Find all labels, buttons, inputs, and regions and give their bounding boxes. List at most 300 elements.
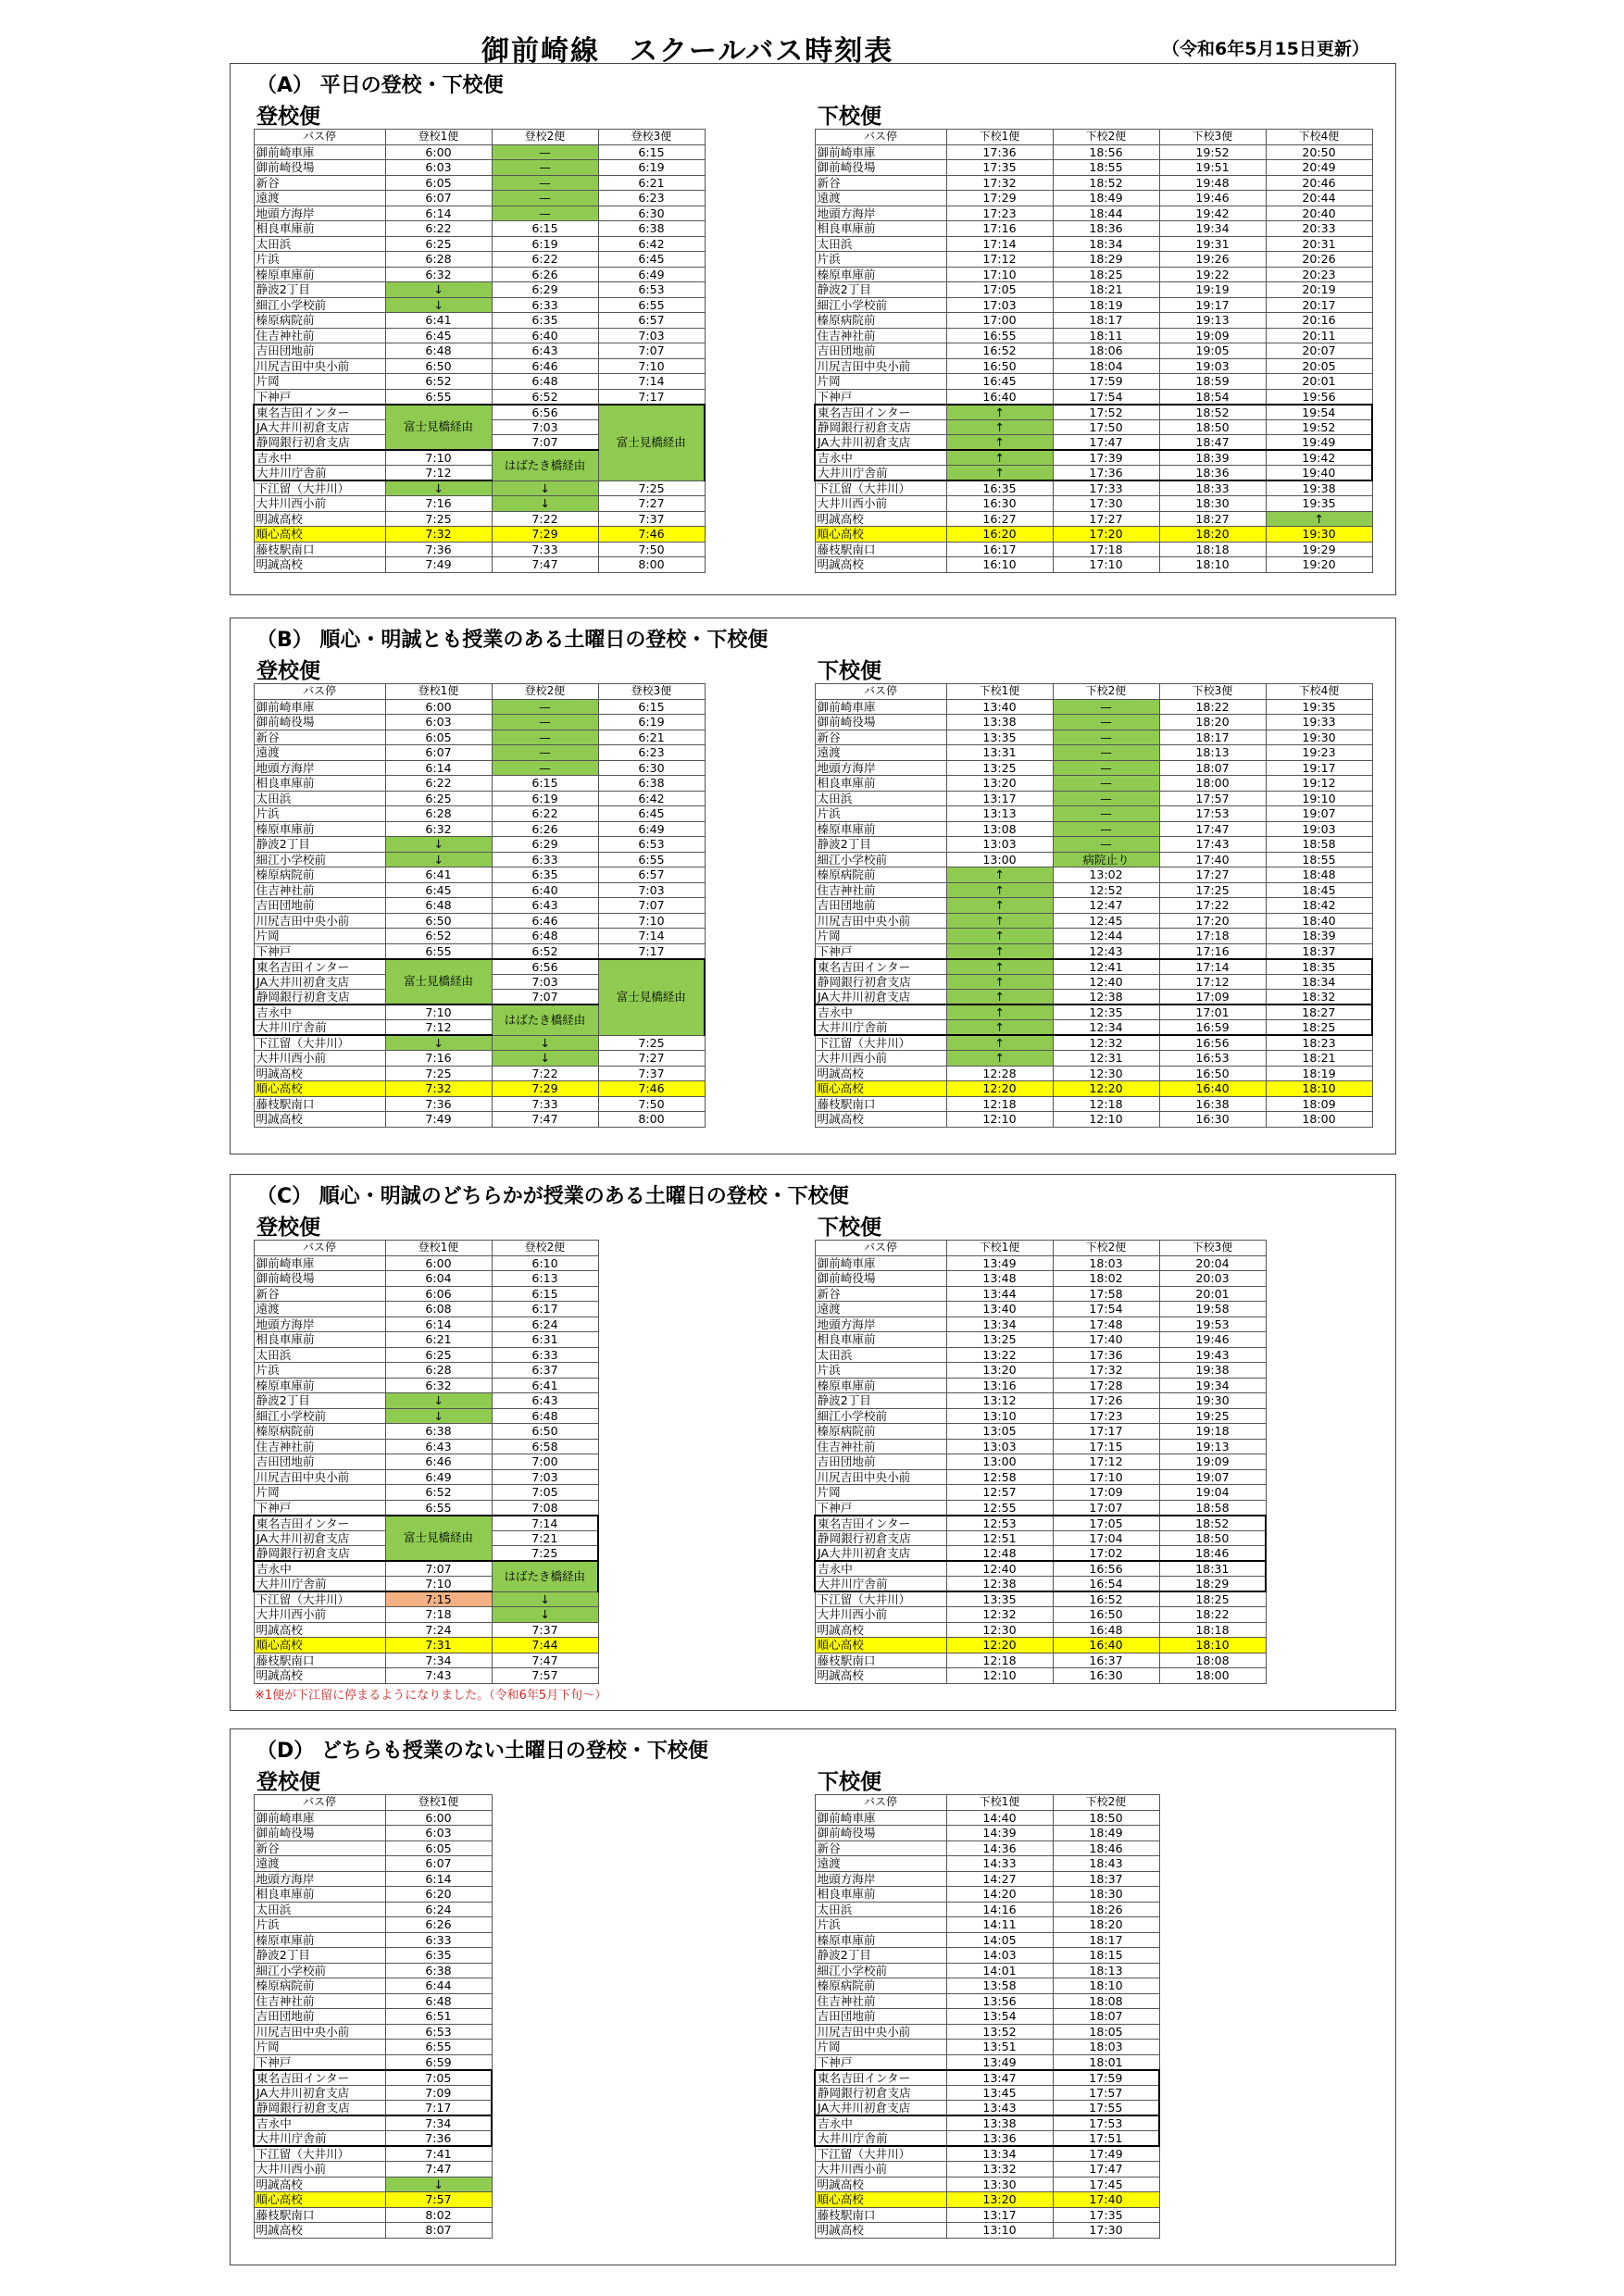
from-school-heading: 下校便 (818, 1770, 881, 1794)
departure-time: ↓ (385, 1035, 492, 1051)
departure-time: — (492, 715, 598, 730)
departure-time: ↓ (385, 1393, 492, 1409)
departure-time: ↑ (946, 466, 1053, 481)
departure-time: 19:07 (1159, 1469, 1266, 1485)
departure-time: 7:10 (385, 1004, 492, 1020)
stop-name: 太田浜 (815, 791, 946, 806)
departure-time: 7:03 (492, 419, 598, 435)
timetable-row (815, 699, 1372, 715)
departure-time: 6:55 (598, 852, 705, 867)
timetable-row (815, 1993, 1159, 2009)
departure-time: 18:49 (1053, 191, 1159, 206)
departure-time: 19:51 (1159, 160, 1266, 176)
timetable-row (815, 358, 1372, 374)
stop-name: 下江留（大井川） (815, 480, 946, 496)
timetable-row (815, 1546, 1266, 1562)
stop-name: 吉田団地前 (815, 898, 946, 914)
timetable-row (815, 821, 1372, 837)
departure-time: 18:10 (1266, 1081, 1372, 1097)
departure-time: 13:40 (946, 699, 1053, 715)
stop-name: 新谷 (254, 1286, 385, 1302)
departure-time: 7:57 (492, 1668, 598, 1684)
stop-name: 榛原病院前 (815, 1424, 946, 1440)
to-school-table (253, 1240, 599, 1684)
stop-name: 御前崎役場 (815, 715, 946, 730)
departure-time: 17:54 (1053, 389, 1159, 405)
departure-time: 7:10 (385, 450, 492, 466)
stop-name: 明誠高校 (254, 2177, 385, 2192)
timetable-row (254, 206, 705, 221)
departure-time: 19:20 (1266, 557, 1372, 573)
departure-time: 19:35 (1266, 496, 1372, 512)
departure-time: 13:54 (946, 2009, 1053, 2025)
departure-time: 6:04 (385, 1271, 492, 1287)
departure-time: 18:00 (1159, 1668, 1266, 1684)
stop-name: 榛原病院前 (815, 1978, 946, 1994)
departure-time: 18:18 (1159, 542, 1266, 557)
departure-time: 6:56 (492, 405, 598, 420)
departure-time: — (1053, 760, 1159, 776)
stop-name: 藤枝駅南口 (254, 1653, 385, 1668)
departure-time: 7:12 (385, 466, 492, 481)
departure-time: 6:55 (385, 1500, 492, 1516)
departure-time: 18:23 (1266, 1035, 1372, 1051)
departure-time: ↓ (385, 837, 492, 853)
timetable-row (254, 2054, 492, 2070)
departure-time: 7:17 (598, 389, 705, 405)
departure-time: 12:20 (946, 1638, 1053, 1653)
departure-time: 6:50 (492, 1424, 598, 1440)
departure-time: ↓ (385, 297, 492, 313)
timetable-row (254, 2162, 492, 2177)
stop-name: 細江小学校前 (815, 1963, 946, 1978)
departure-time: 17:00 (946, 313, 1053, 329)
timetable-row (254, 1668, 598, 1684)
departure-time: 17:39 (1053, 450, 1159, 466)
departure-time: 14:20 (946, 1887, 1053, 1903)
departure-time: 16:50 (946, 358, 1053, 374)
departure-time: 6:41 (385, 313, 492, 329)
timetable-row (254, 1347, 598, 1363)
departure-time: 18:22 (1159, 699, 1266, 715)
stop-name: 大井川西小前 (815, 1607, 946, 1623)
departure-time: 17:29 (946, 191, 1053, 206)
departure-time: 12:34 (1053, 1020, 1159, 1036)
stop-name: 東名吉田インター (815, 405, 946, 420)
timetable-row (815, 1347, 1266, 1363)
departure-time: 7:34 (385, 1653, 492, 1668)
departure-time: 14:11 (946, 1917, 1053, 1933)
timetable-row (815, 221, 1372, 237)
timetable-row (815, 745, 1372, 761)
stop-name: 大井川庁舎前 (254, 466, 385, 481)
departure-time: 18:30 (1159, 496, 1266, 512)
stop-name: 順心高校 (254, 1638, 385, 1653)
departure-time: 6:57 (598, 313, 705, 329)
stop-name: 静波2丁目 (815, 282, 946, 298)
stop-name: 榛原車庫前 (815, 821, 946, 837)
departure-time: 17:15 (1053, 1439, 1159, 1454)
departure-time: 7:14 (598, 929, 705, 944)
trip-header: 登校2便 (492, 130, 598, 145)
departure-time: 18:39 (1266, 929, 1372, 944)
timetable-row (254, 699, 705, 715)
timetable-row (254, 1255, 598, 1271)
departure-time: 6:43 (492, 343, 598, 359)
timetable-row (815, 1378, 1266, 1393)
departure-time: 18:19 (1053, 297, 1159, 313)
departure-time: 7:25 (385, 511, 492, 527)
departure-time: 7:25 (598, 1035, 705, 1051)
stop-name: 遠渡 (815, 191, 946, 206)
departure-time: 17:27 (1159, 867, 1266, 883)
timetable-row (815, 929, 1372, 944)
departure-time: 17:49 (1053, 2146, 1159, 2162)
departure-time: 6:19 (492, 791, 598, 806)
stop-name: 遠渡 (254, 745, 385, 761)
departure-time: 7:32 (385, 527, 492, 543)
departure-time: 16:45 (946, 374, 1053, 390)
departure-time: 13:31 (946, 745, 1053, 761)
timetable-row (254, 1096, 705, 1112)
stop-name: 順心高校 (815, 1081, 946, 1097)
stop-name: 御前崎役場 (815, 1271, 946, 1287)
departure-time: 18:36 (1159, 466, 1266, 481)
stop-name: 地頭方海岸 (254, 1871, 385, 1887)
departure-time: 18:03 (1053, 1255, 1159, 1271)
from-school-heading: 下校便 (818, 1216, 881, 1240)
departure-time: 8:07 (385, 2223, 492, 2239)
departure-time: 17:51 (1053, 2131, 1159, 2147)
stop-name: 太田浜 (815, 1347, 946, 1363)
departure-time: 12:52 (1053, 882, 1159, 898)
departure-time: 6:59 (385, 2054, 492, 2070)
stop-name: 明誠高校 (254, 557, 385, 573)
timetable-row (815, 2024, 1159, 2040)
departure-time: 6:23 (598, 191, 705, 206)
departure-time: 19:42 (1159, 206, 1266, 221)
departure-time: 17:36 (1053, 1347, 1159, 1363)
departure-time: 17:30 (1053, 496, 1159, 512)
timetable-row (815, 542, 1372, 557)
departure-time: 13:49 (946, 1255, 1053, 1271)
timetable-row (815, 1638, 1266, 1653)
departure-time: 6:26 (492, 821, 598, 837)
departure-time: 16:40 (946, 389, 1053, 405)
departure-time: 6:03 (385, 715, 492, 730)
stop-name: 藤枝駅南口 (815, 1653, 946, 1668)
stop-name: 明誠高校 (254, 1112, 385, 1128)
timetable-row (254, 1378, 598, 1393)
timetable-row (254, 821, 705, 837)
timetable-row (254, 1035, 705, 1051)
stop-name: 静岡銀行初倉支店 (815, 1530, 946, 1546)
departure-time: 7:07 (492, 435, 598, 451)
departure-time: 6:55 (598, 297, 705, 313)
departure-time: 7:03 (492, 974, 598, 990)
departure-time: 14:05 (946, 1932, 1053, 1948)
departure-time: 6:19 (492, 236, 598, 252)
departure-time: 19:40 (1266, 466, 1372, 481)
departure-time: 12:30 (946, 1622, 1053, 1638)
departure-time: 17:45 (1053, 2177, 1159, 2192)
departure-time: — (1053, 806, 1159, 822)
departure-time: ↑ (946, 419, 1053, 435)
departure-time: 18:25 (1053, 267, 1159, 282)
departure-time: 17:16 (946, 221, 1053, 237)
departure-time: 17:57 (1159, 791, 1266, 806)
trip-header: 登校2便 (492, 1241, 598, 1256)
departure-time: 19:09 (1159, 328, 1266, 343)
departure-time: 7:43 (385, 1668, 492, 1684)
stop-name: 太田浜 (254, 1902, 385, 1917)
departure-time: 13:38 (946, 2115, 1053, 2131)
departure-time: 6:46 (385, 1454, 492, 1470)
trip-header: 下校4便 (1266, 130, 1372, 145)
departure-time: 6:53 (598, 282, 705, 298)
departure-time: 7:07 (598, 343, 705, 359)
departure-time: 7:25 (492, 1546, 598, 1562)
departure-time: 17:07 (1053, 1500, 1159, 1516)
departure-time: 6:58 (492, 1439, 598, 1454)
stop-name: 静岡銀行初倉支店 (815, 974, 946, 990)
departure-time: 17:12 (1159, 974, 1266, 990)
stop-name: 御前崎役場 (254, 715, 385, 730)
to-school-table (253, 129, 706, 573)
stop-name: 下江留（大井川） (815, 2146, 946, 2162)
timetable-row (254, 913, 705, 929)
departure-time: 19:23 (1266, 745, 1372, 761)
departure-time: 18:08 (1159, 1653, 1266, 1668)
departure-time: 18:50 (1159, 1530, 1266, 1546)
departure-time: 12:31 (1053, 1051, 1159, 1067)
timetable-row (815, 806, 1372, 822)
departure-time: — (1053, 837, 1159, 853)
departure-time: 19:07 (1266, 806, 1372, 822)
departure-time: 6:06 (385, 1286, 492, 1302)
departure-time: 17:57 (1053, 2085, 1159, 2101)
departure-time: 16:10 (946, 557, 1053, 573)
timetable-row (815, 389, 1372, 405)
departure-time: 18:50 (1159, 419, 1266, 435)
timetable-row (254, 1561, 598, 1577)
departure-time: 16:27 (946, 511, 1053, 527)
timetable-row (815, 1081, 1372, 1097)
departure-time: 7:17 (385, 2101, 492, 2116)
departure-time: 17:05 (946, 282, 1053, 298)
timetable-row (815, 1051, 1372, 1067)
departure-time: 18:45 (1266, 882, 1372, 898)
stop-name: 明誠高校 (254, 1668, 385, 1684)
section-title: （A） 平日の登校・下校便 (256, 74, 504, 97)
timetable-row (815, 252, 1372, 268)
stop-name: 細江小学校前 (815, 1408, 946, 1424)
timetable-row (254, 1363, 598, 1379)
departure-time: 19:33 (1266, 715, 1372, 730)
departure-time: 18:58 (1266, 837, 1372, 853)
timetable-row (815, 496, 1372, 512)
departure-time: 6:15 (492, 1286, 598, 1302)
stop-name: 大井川庁舎前 (815, 2131, 946, 2147)
stop-name: 吉永中 (254, 450, 385, 466)
stop-name: 片浜 (254, 1363, 385, 1379)
departure-time: 18:29 (1159, 1577, 1266, 1592)
departure-time: 6:23 (598, 745, 705, 761)
timetable-row (254, 959, 705, 975)
timetable-row (815, 328, 1372, 343)
departure-time: 6:10 (492, 1255, 598, 1271)
departure-time: 17:32 (1053, 1363, 1159, 1379)
stop-name: 相良車庫前 (254, 221, 385, 237)
timetable-row (815, 867, 1372, 883)
timetable-row (254, 1066, 705, 1081)
timetable-row (815, 419, 1372, 435)
departure-time: 富士見橋経由 (385, 959, 492, 1005)
departure-time: 13:03 (946, 837, 1053, 853)
departure-time: 13:12 (946, 1393, 1053, 1409)
stop-name: 細江小学校前 (815, 297, 946, 313)
departure-time: 20:16 (1266, 313, 1372, 329)
departure-time: 18:19 (1266, 1066, 1372, 1081)
departure-time: 19:58 (1159, 1302, 1266, 1317)
timetable-row (815, 1286, 1266, 1302)
timetable-row (815, 1561, 1266, 1577)
stop-name: 明誠高校 (254, 511, 385, 527)
departure-time: 19:13 (1159, 313, 1266, 329)
departure-time: 6:40 (492, 882, 598, 898)
trip-header: 下校2便 (1053, 1241, 1159, 1256)
departure-time: 17:03 (946, 297, 1053, 313)
timetable-row (815, 2207, 1159, 2223)
stop-name: 藤枝駅南口 (254, 542, 385, 557)
stop-name: 下神戸 (254, 2054, 385, 2070)
stop-name: 東名吉田インター (254, 959, 385, 975)
departure-time: 19:19 (1159, 282, 1266, 298)
departure-time: 17:02 (1053, 1546, 1159, 1562)
timetable-row (815, 2040, 1159, 2055)
stop-name: 御前崎車庫 (254, 1810, 385, 1826)
trip-header: 下校2便 (1053, 130, 1159, 145)
departure-time: — (492, 730, 598, 745)
departure-time: 18:29 (1053, 252, 1159, 268)
departure-time: 7:15 (385, 1591, 492, 1607)
departure-time: 12:45 (1053, 913, 1159, 929)
stop-name: 片浜 (815, 252, 946, 268)
departure-time: 18:46 (1159, 1546, 1266, 1562)
timetable-row (815, 1516, 1266, 1531)
departure-time: 17:55 (1053, 2101, 1159, 2116)
stop-name: 下江留（大井川） (254, 2146, 385, 2162)
departure-time: 16:30 (1053, 1668, 1159, 1684)
departure-time: 18:07 (1053, 2009, 1159, 2025)
departure-time: 17:35 (1053, 2207, 1159, 2223)
departure-time: 6:40 (492, 328, 598, 343)
departure-time: ↓ (492, 1607, 598, 1623)
departure-time: 18:54 (1159, 389, 1266, 405)
departure-time: 19:10 (1266, 791, 1372, 806)
departure-time: 17:14 (946, 236, 1053, 252)
timetable-row (254, 1500, 598, 1516)
timetable-row (815, 1577, 1266, 1592)
stop-name: 新谷 (815, 730, 946, 745)
departure-time: 6:05 (385, 1841, 492, 1856)
update-note: （令和6年5月15日更新） (1162, 39, 1369, 59)
departure-time: 20:26 (1266, 252, 1372, 268)
stop-name: 新谷 (254, 1841, 385, 1856)
departure-time: 13:08 (946, 821, 1053, 837)
stop-name: 吉田団地前 (254, 2009, 385, 2025)
departure-time: 13:13 (946, 806, 1053, 822)
departure-time: 6:48 (385, 343, 492, 359)
departure-time: 6:00 (385, 144, 492, 160)
trip-header: 下校3便 (1159, 684, 1266, 700)
departure-time: 13:30 (946, 2177, 1053, 2192)
departure-time: 18:25 (1266, 1020, 1372, 1036)
departure-time: 7:10 (385, 1577, 492, 1592)
timetable-row (254, 1316, 598, 1332)
trip-header: 下校2便 (1053, 1795, 1159, 1811)
departure-time: 17:27 (1053, 511, 1159, 527)
departure-time: 7:10 (598, 913, 705, 929)
departure-time: 19:34 (1159, 1378, 1266, 1393)
departure-time: 18:58 (1159, 1500, 1266, 1516)
departure-time: 12:18 (946, 1653, 1053, 1668)
departure-time: 17:23 (1053, 1408, 1159, 1424)
departure-time: 6:57 (598, 867, 705, 883)
timetable-row (254, 389, 705, 405)
departure-time: 7:47 (492, 1112, 598, 1128)
timetable-row (254, 1439, 598, 1454)
departure-time: 13:20 (946, 2192, 1053, 2208)
departure-time: 19:05 (1159, 343, 1266, 359)
timetable-row (815, 405, 1372, 420)
timetable-row (815, 1856, 1159, 1872)
stop-name: 吉田団地前 (254, 343, 385, 359)
departure-time: 6:14 (385, 1316, 492, 1332)
departure-time: 16:56 (1053, 1561, 1159, 1577)
departure-time: 7:36 (385, 1096, 492, 1112)
departure-time: 6:52 (492, 389, 598, 405)
stop-name: 相良車庫前 (254, 1332, 385, 1348)
departure-time: 6:43 (492, 898, 598, 914)
departure-time: 13:35 (946, 1591, 1053, 1607)
timetable-row (815, 2223, 1159, 2239)
departure-time: 6:14 (385, 206, 492, 221)
stop-name: 片岡 (254, 1485, 385, 1501)
departure-time: 13:25 (946, 760, 1053, 776)
stop-name: 東名吉田インター (254, 2070, 385, 2086)
departure-time: ↑ (946, 929, 1053, 944)
departure-time: 12:18 (946, 1096, 1053, 1112)
departure-time: 12:41 (1053, 959, 1159, 975)
departure-time: 18:42 (1266, 898, 1372, 914)
stop-name: 榛原車庫前 (815, 1378, 946, 1393)
departure-time: 12:47 (1053, 898, 1159, 914)
departure-time: 7:12 (385, 1020, 492, 1036)
departure-time: 17:16 (1159, 943, 1266, 959)
stop-name: 細江小学校前 (254, 297, 385, 313)
departure-time: 6:45 (598, 806, 705, 822)
departure-time: 6:00 (385, 1810, 492, 1826)
departure-time: 6:24 (492, 1316, 598, 1332)
departure-time: 20:17 (1266, 297, 1372, 313)
departure-time: 6:29 (492, 837, 598, 853)
departure-time: 12:40 (1053, 974, 1159, 990)
timetable-row (254, 2207, 492, 2223)
stop-name: 明誠高校 (815, 511, 946, 527)
timetable-row (815, 1035, 1372, 1051)
stop-name: 明誠高校 (815, 1622, 946, 1638)
